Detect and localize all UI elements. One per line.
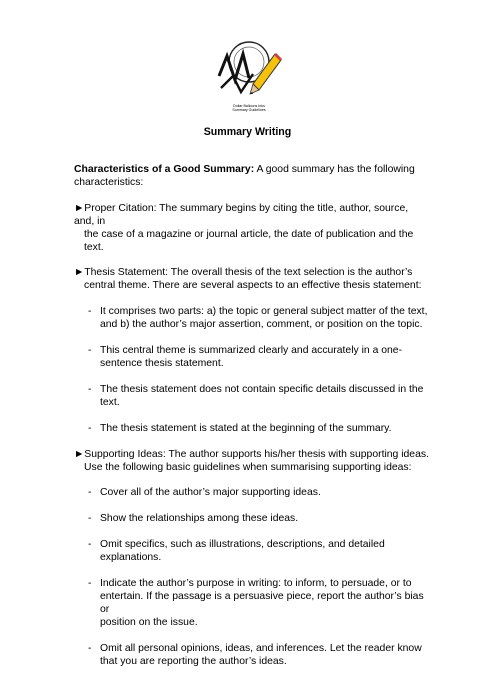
list-item-text: Indicate the author’s purpose in writing: to inform, to persuade, or to — [100, 578, 412, 590]
arrow-bullet-icon: ► — [74, 202, 85, 214]
pencil-logo-icon — [213, 36, 285, 104]
dash-bullet: - — [88, 487, 92, 499]
list-item-text: The thesis statement is stated at the beginning of the summary. — [100, 422, 392, 434]
citation-text: the case of a magazine or journal article, the date of publication and the text. — [84, 228, 414, 253]
logo-caption-line: Summary Guidelines — [232, 108, 266, 113]
page-title: Summary Writing — [203, 126, 292, 138]
list-item-text: position on the issue. — [100, 616, 198, 628]
dash-bullet: - — [88, 383, 92, 395]
list-item-text: This central theme is summarized clearly and accurately in a one- — [100, 345, 403, 357]
list-item-text: that you are reporting the author’s ideas. — [100, 655, 287, 667]
document-body — [74, 164, 429, 681]
list-item — [74, 643, 429, 669]
intro-text: characteristics: — [74, 176, 144, 188]
list-item-text: and b) the author’s major assertion, comment, or position on the topic. — [100, 319, 423, 331]
supporting-text: Supporting Ideas: The author supports his/her thesis with supporting ideas. — [84, 448, 429, 460]
list-item-text: Omit all personal opinions, ideas, and inferences. Let the reader know — [100, 642, 422, 654]
logo — [213, 36, 285, 116]
dash-bullet: - — [88, 513, 92, 525]
thesis-text: central theme. There are several aspects to an effective thesis statement: — [84, 280, 422, 292]
list-item-text: It comprises two parts: a) the topic or general subject matter of the text, — [100, 306, 428, 318]
list-item-text: sentence thesis statement. — [100, 357, 224, 369]
thesis-section — [74, 267, 429, 293]
dash-bullet: - — [88, 345, 92, 357]
list-item-text: The thesis statement does not contain specific details discussed in the — [100, 383, 424, 395]
list-item — [74, 487, 429, 500]
list-item — [74, 345, 429, 371]
list-item-text: explanations. — [100, 552, 162, 564]
dash-bullet: - — [88, 539, 92, 551]
intro-label: Characteristics of a Good Summary: — [74, 164, 255, 175]
list-item-text: text. — [100, 396, 120, 408]
list-item-text: entertain. If the passage is a persuasive piece, report the author’s bias or — [100, 590, 424, 615]
list-item — [74, 539, 429, 565]
thesis-text: Thesis Statement: The overall thesis of the text selection is the author’s — [84, 267, 413, 279]
list-item — [74, 578, 429, 630]
list-item-text: Cover all of the author’s major supporting ideas. — [100, 487, 321, 499]
dash-bullet: - — [88, 578, 92, 590]
logo-caption — [213, 104, 285, 113]
dash-bullet: - — [88, 306, 92, 318]
intro-text: A good summary has the following — [254, 164, 415, 175]
citation-text: Proper Citation: The summary begins by citing the title, author, source, and, in — [74, 202, 409, 227]
logo-caption-line: Dollar Balloons Inks — [233, 104, 265, 108]
supporting-text: Use the following basic guidelines when summarising supporting ideas: — [84, 461, 412, 473]
list-item — [74, 423, 429, 436]
list-item-text: Show the relationships among these ideas. — [100, 513, 299, 525]
supporting-section — [74, 449, 429, 475]
dash-bullet: - — [88, 422, 92, 434]
list-item — [74, 306, 429, 332]
list-item-text: Omit specifics, such as illustrations, descriptions, and detailed — [100, 539, 385, 551]
list-item — [74, 513, 429, 526]
arrow-bullet-icon: ► — [74, 267, 85, 279]
list-item — [74, 384, 429, 410]
intro-paragraph — [74, 164, 429, 190]
arrow-bullet-icon: ► — [74, 448, 85, 460]
dash-bullet: - — [88, 642, 92, 654]
citation-section — [74, 203, 429, 255]
